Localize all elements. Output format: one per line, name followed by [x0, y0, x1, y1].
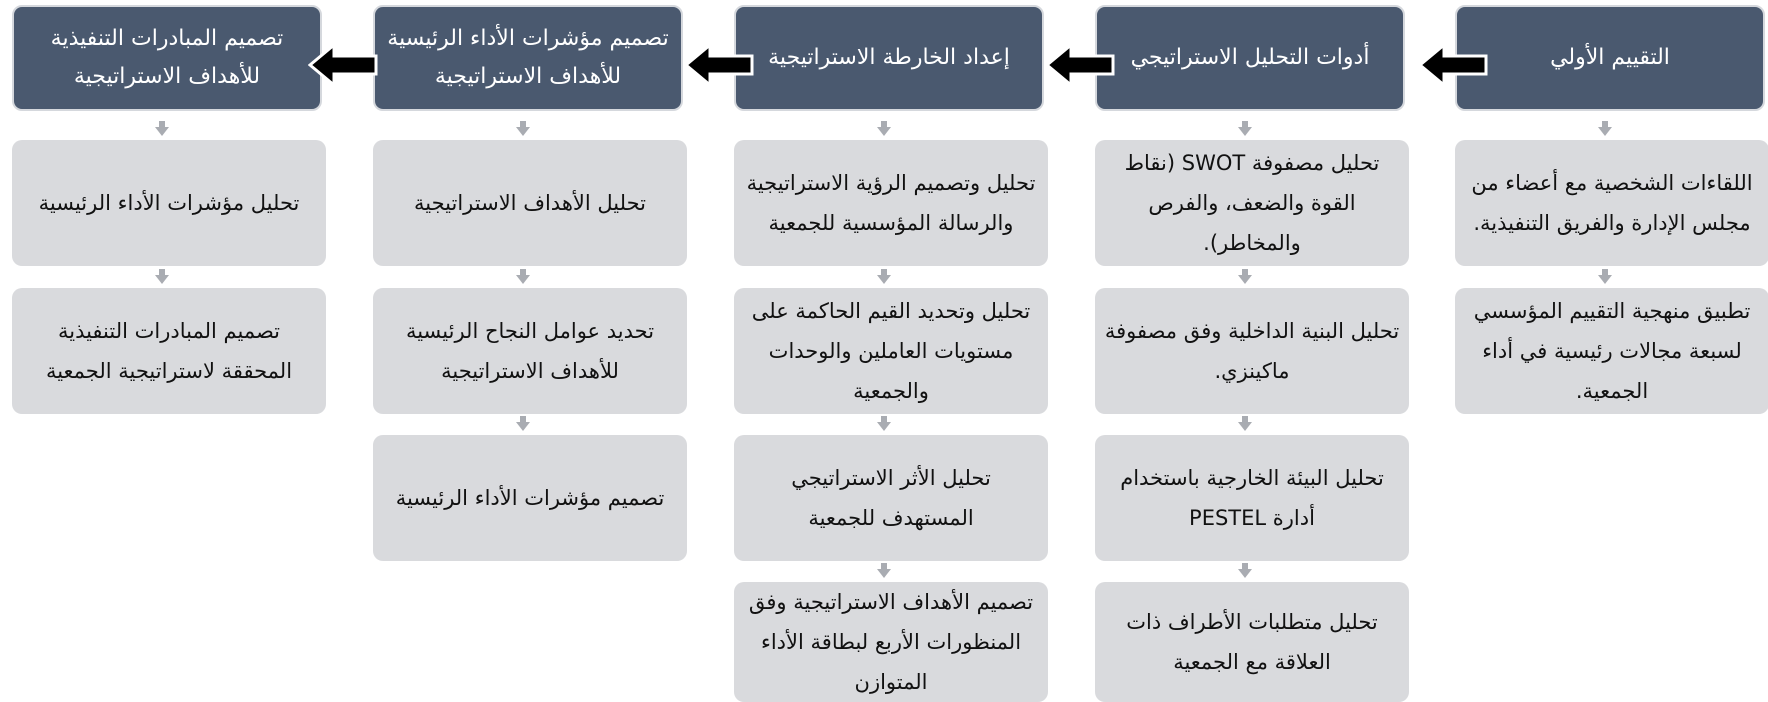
down-connector-icon — [1238, 275, 1252, 284]
step-box: تحليل الأثر الاستراتيجي المستهدف للجمعية — [734, 435, 1048, 561]
down-connector-icon — [1238, 422, 1252, 431]
step-box: تحليل وتصميم الرؤية الاستراتيجية والرسالة المؤسسية للجمعية — [734, 140, 1048, 266]
step-box: تحليل متطلبات الأطراف ذات العلاقة مع الجمعية — [1095, 582, 1409, 702]
down-connector-icon — [1238, 569, 1252, 578]
step-box: تحديد عوامل النجاح الرئيسية للأهداف الاستراتيجية — [373, 288, 687, 414]
column-header: أدوات التحليل الاستراتيجي — [1095, 5, 1405, 111]
down-connector-icon — [877, 127, 891, 136]
left-arrow-icon — [308, 42, 380, 88]
down-connector-icon — [877, 275, 891, 284]
step-box: اللقاءات الشخصية مع أعضاء من مجلس الإدارة والفريق التنفيذية. — [1455, 140, 1768, 266]
down-connector-icon — [516, 422, 530, 431]
column-header: التقييم الأولي — [1455, 5, 1765, 111]
step-box: تحليل البنية الداخلية وفق مصفوفة ماكينزي. — [1095, 288, 1409, 414]
down-connector-icon — [155, 275, 169, 284]
step-box: تحليل البيئة الخارجية باستخدام أدارة PESTEL — [1095, 435, 1409, 561]
step-box: تحليل مؤشرات الأداء الرئيسية — [12, 140, 326, 266]
step-box: تصميم الأهداف الاستراتيجية وفق المنظورات الأربع لبطاقة الأداء المتوازن — [734, 582, 1048, 702]
column-header: إعداد الخارطة الاستراتيجية — [734, 5, 1044, 111]
left-arrow-icon — [684, 42, 756, 88]
step-box: تحليل وتحديد القيم الحاكمة على مستويات العاملين والوحدات والجمعية — [734, 288, 1048, 414]
down-connector-icon — [155, 127, 169, 136]
down-connector-icon — [1598, 127, 1612, 136]
left-arrow-icon — [1045, 42, 1117, 88]
step-box: تحليل مصفوفة SWOT (نقاط القوة والضعف، والفرص والمخاطر). — [1095, 140, 1409, 266]
column-header: تصميم مؤشرات الأداء الرئيسية للأهداف الاستراتيجية — [373, 5, 683, 111]
step-box: تصميم المبادرات التنفيذية المحققة لاستراتيجية الجمعية — [12, 288, 326, 414]
down-connector-icon — [1238, 127, 1252, 136]
step-box: تطبيق منهجية التقييم المؤسسي لسبعة مجالات رئيسية في أداء الجمعية. — [1455, 288, 1768, 414]
left-arrow-icon — [1418, 42, 1490, 88]
down-connector-icon — [1598, 275, 1612, 284]
down-connector-icon — [516, 127, 530, 136]
down-connector-icon — [516, 275, 530, 284]
column-header: تصميم المبادرات التنفيذية للأهداف الاستراتيجية — [12, 5, 322, 111]
step-box: تصميم مؤشرات الأداء الرئيسية — [373, 435, 687, 561]
down-connector-icon — [877, 422, 891, 431]
down-connector-icon — [877, 569, 891, 578]
step-box: تحليل الأهداف الاستراتيجية — [373, 140, 687, 266]
